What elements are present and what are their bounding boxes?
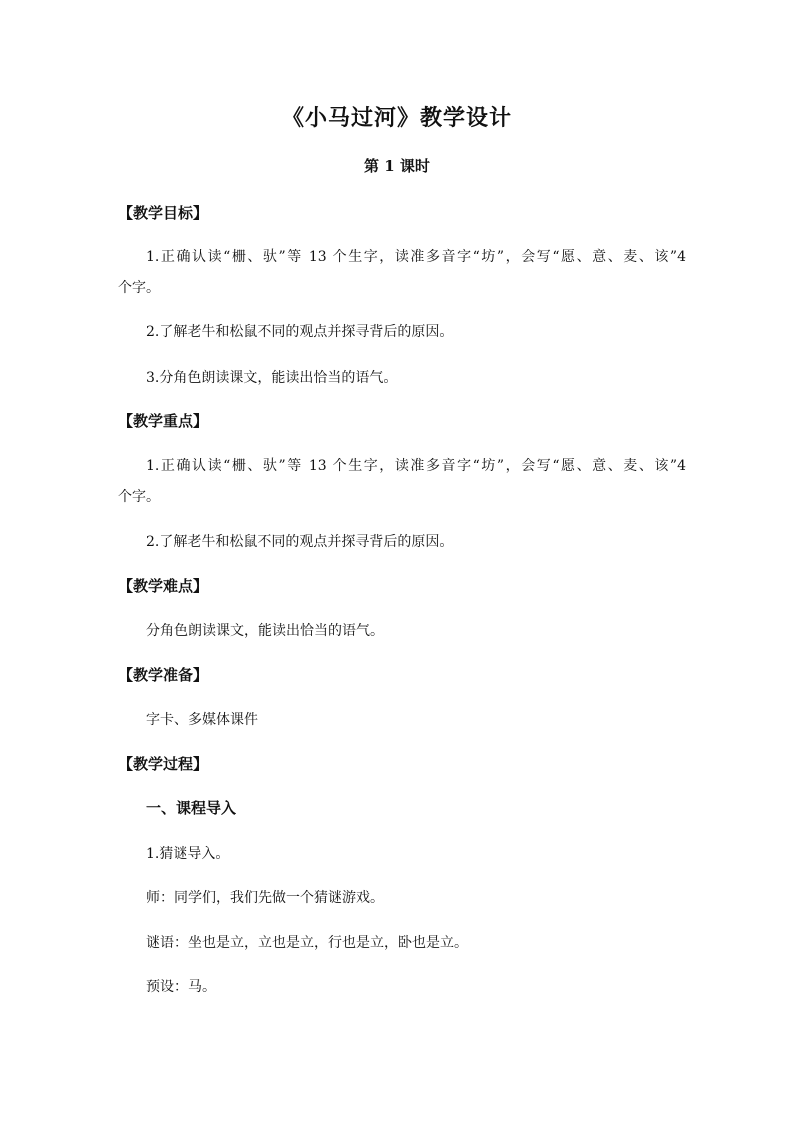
riddle-text: 谜语：坐也是立，立也是立，行也是立，卧也是立。 <box>146 935 468 951</box>
goal-item-2: 2.了解老牛和松鼠不同的观点并探寻背后的原因。 <box>146 324 454 340</box>
process-step-1-heading: 一、课程导入 <box>146 799 237 817</box>
key-point-item-1-line-2: 个字。 <box>118 489 160 505</box>
goal-item-1-line-1: 1.正确认读“栅、驮”等 13 个生字，读准多音字“坊”，会写“愿、意、麦、该”4 <box>146 249 686 265</box>
document-title: 《小马过河》教学设计 <box>281 105 512 131</box>
preparation-text: 字卡、多媒体课件 <box>146 712 258 728</box>
riddle-answer: 预设：马。 <box>146 979 216 995</box>
goal-item-3: 3.分角色朗读课文，能读出恰当的语气。 <box>146 370 398 386</box>
section-heading-process: 【教学过程】 <box>118 755 209 773</box>
process-step-1-item-1: 1.猜谜导入。 <box>146 846 230 862</box>
lesson-period: 第 1 课时 <box>364 157 430 175</box>
goal-item-1-line-2: 个字。 <box>118 280 160 296</box>
section-heading-difficulties: 【教学难点】 <box>118 577 209 595</box>
teacher-line: 师：同学们，我们先做一个猜谜游戏。 <box>146 890 384 906</box>
key-point-item-2: 2.了解老牛和松鼠不同的观点并探寻背后的原因。 <box>146 534 454 550</box>
section-heading-preparation: 【教学准备】 <box>118 666 209 684</box>
key-point-item-1-line-1: 1.正确认读“栅、驮”等 13 个生字，读准多音字“坊”，会写“愿、意、麦、该”4 <box>146 458 686 474</box>
section-heading-goals: 【教学目标】 <box>118 204 209 222</box>
section-heading-key-points: 【教学重点】 <box>118 412 209 430</box>
difficulty-text: 分角色朗读课文，能读出恰当的语气。 <box>146 623 384 639</box>
